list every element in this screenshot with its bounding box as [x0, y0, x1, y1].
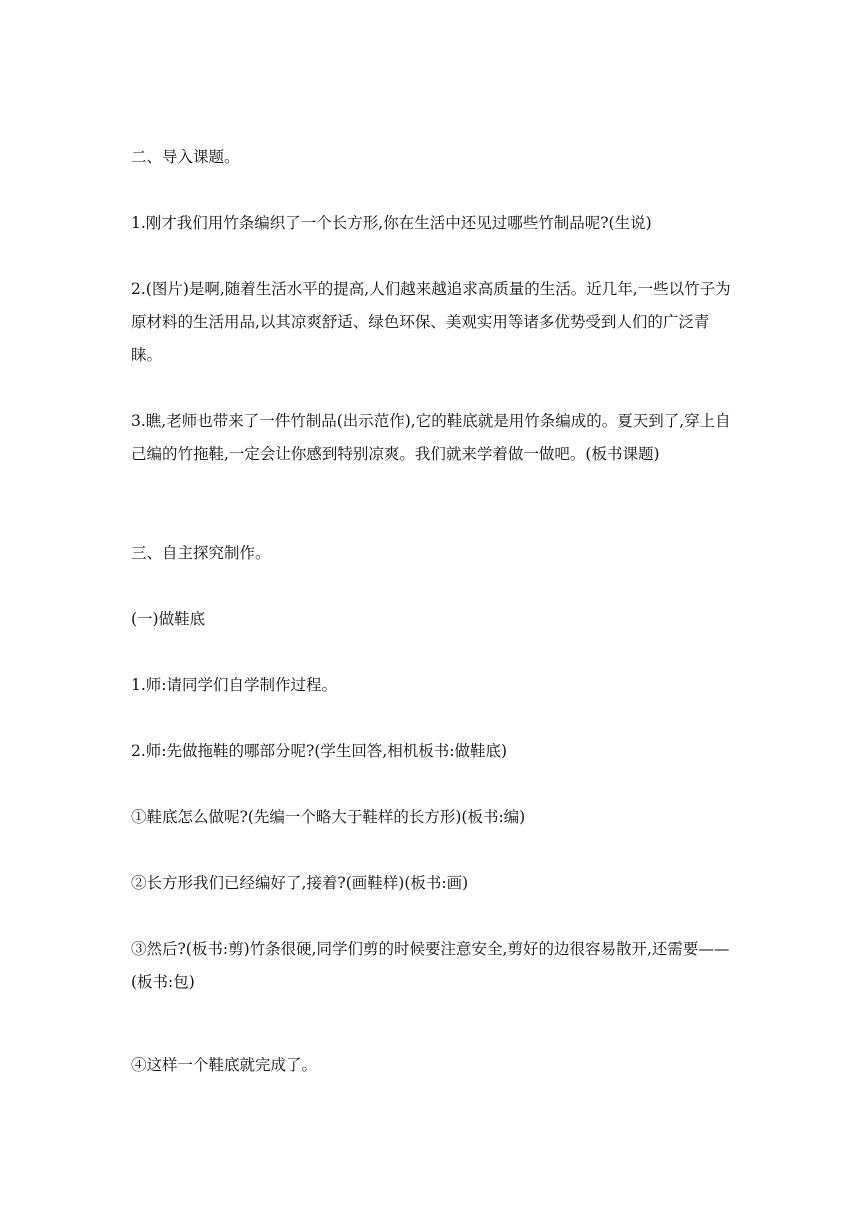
step-2-sub-4: ④这样一个鞋底就完成了。: [131, 1056, 318, 1074]
step-2-sub-1: ①鞋底怎么做呢?(先编一个略大于鞋样的长方形)(板书:编): [131, 808, 526, 826]
step-1: 1.师:请同学们自学制作过程。: [131, 676, 338, 694]
subsection-heading-sole: (一)做鞋底: [131, 610, 206, 628]
section-heading-intro: 二、导入课题。: [131, 148, 240, 166]
step-2-sub-2: ②长方形我们已经编好了,接着?(画鞋样)(板书:画): [131, 874, 469, 892]
step-2-sub-3: ③然后?(板书:剪)竹条很硬,同学们剪的时候要注意安全,剪好的边很容易散开,还需要——(板书:包): [131, 940, 730, 991]
section-heading-explore: 三、自主探究制作。: [131, 544, 271, 562]
step-2: 2.师:先做拖鞋的哪部分呢?(学生回答,相机板书:做鞋底): [131, 742, 508, 760]
paragraph-2: 2.(图片)是啊,随着生活水平的提高,人们越来越追求高质量的生活。近几年,一些以竹子为原材料的生活用品,以其凉爽舒适、绿色环保、美观实用等诸多优势受到人们的广泛青睐。: [131, 280, 731, 364]
paragraph-3: 3.瞧,老师也带来了一件竹制品(出示范作),它的鞋底就是用竹条编成的。夏天到了,穿上自己编的竹拖鞋,一定会让你感到特别凉爽。我们就来学着做一做吧。(板书课题): [131, 412, 731, 463]
document-page: [131, 0, 731, 1216]
paragraph-1: 1.刚才我们用竹条编织了一个长方形,你在生活中还见过哪些竹制品呢?(生说): [131, 214, 652, 232]
